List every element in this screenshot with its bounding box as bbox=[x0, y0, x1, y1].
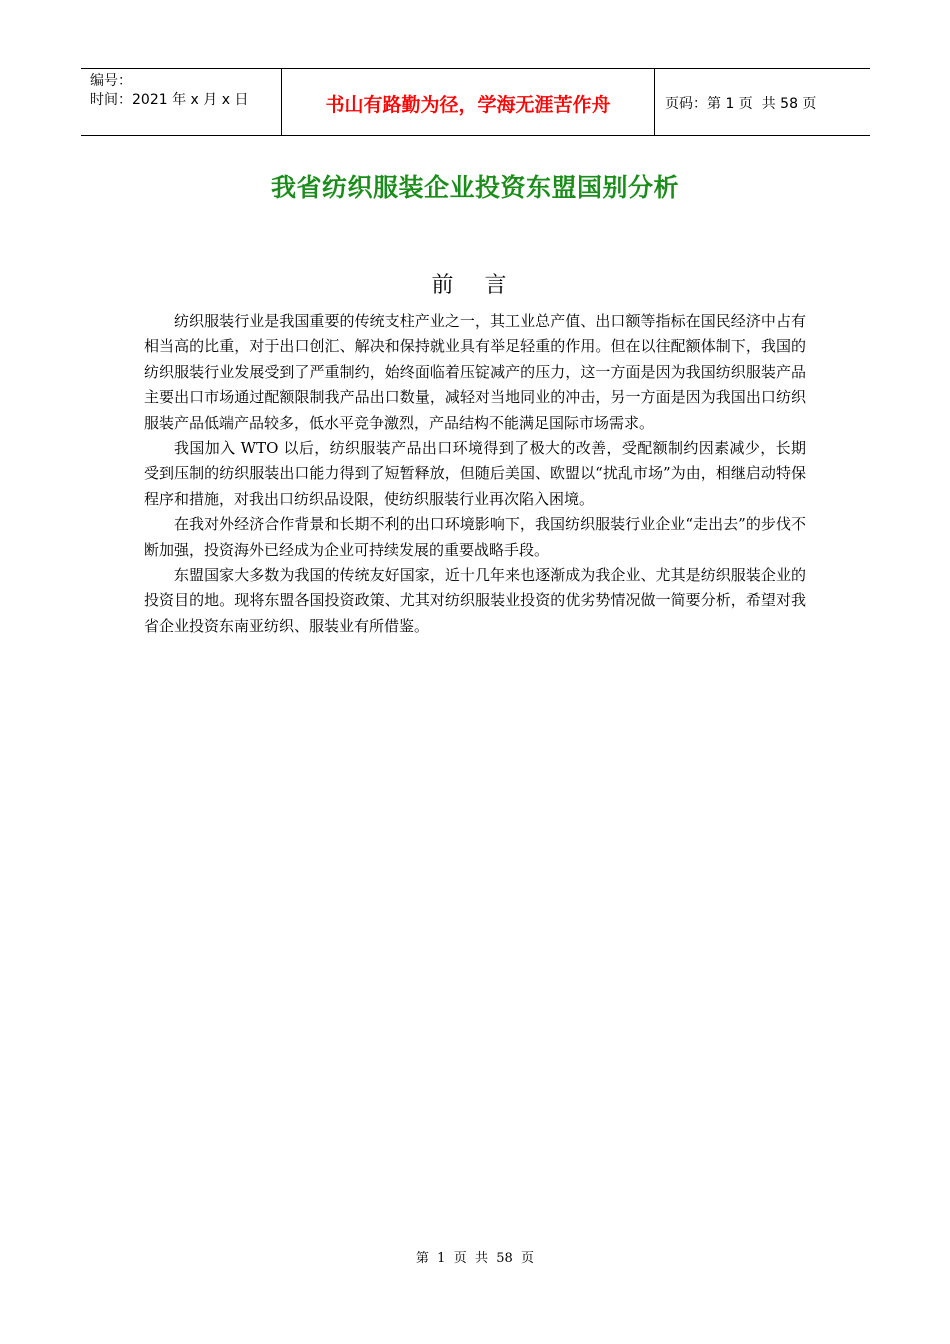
document-time-label: 时间：2021 年 x 月 x 日 bbox=[90, 92, 249, 108]
header-meta-cell bbox=[81, 69, 282, 135]
paragraph: 纺织服装行业是我国重要的传统支柱产业之一，其工业总产值、出口额等指标在国民经济中占有相当高的比重，对于出口创汇、解决和保持就业具有举足轻重的作用。但在以往配额体制下，我国的纺织服装行业发展受到了严重制约，始终面临着压锭减产的压力，这一方面是因为我国纺织服装产品主要出口市场通过配额限制我产品出口数量，减轻对当地同业的冲击，另一方面是因为我国出口纺织服装产品低端产品较多，低水平竞争激烈，产品结构不能满足国际市场需求。 bbox=[144, 312, 806, 432]
header-motto: 书山有路勤为径，学海无涯苦作舟 bbox=[282, 69, 655, 135]
header-table bbox=[81, 68, 870, 136]
paragraph: 东盟国家大多数为我国的传统友好国家，近十几年来也逐渐成为我企业、尤其是纺织服装企业的投资目的地。现将东盟各国投资政策、尤其对纺织服装业投资的优劣势情况做一简要分析，希望对我省企业投资东南亚纺织、服装业有所借鉴。 bbox=[144, 566, 806, 635]
document-title: 我省纺织服装企业投资东盟国别分析 bbox=[270, 173, 679, 202]
preface-heading: 前 言 bbox=[431, 273, 519, 298]
paragraph: 我国加入 WTO 以后，纺织服装产品出口环境得到了极大的改善，受配额制约因素减少，长期受到压制的纺织服装出口能力得到了短暂释放，但随后美国、欧盟以“扰乱市场”为由，相继启动特保程序和措施，对我出口纺织品设限，使纺织服装行业再次陷入困境。 bbox=[144, 439, 806, 508]
paragraph: 在我对外经济合作背景和长期不利的出口环境影响下，我国纺织服装行业企业“走出去”的步伐不断加强，投资海外已经成为企业可持续发展的重要战略手段。 bbox=[144, 515, 806, 559]
document-number-label: 编号： bbox=[90, 73, 132, 89]
page-footer: 第 1 页 共 58 页 bbox=[415, 1251, 535, 1266]
document-body bbox=[144, 309, 806, 639]
header-page-info: 页码：第 1 页 共 58 页 bbox=[665, 96, 817, 112]
